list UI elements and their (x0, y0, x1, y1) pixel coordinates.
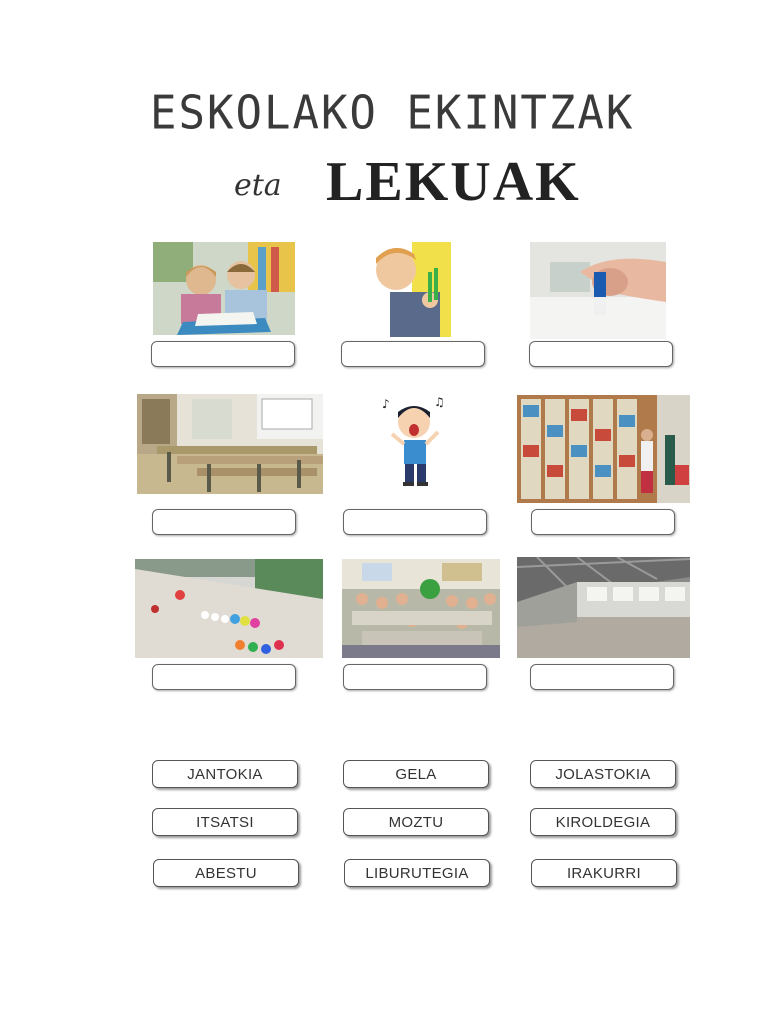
photo-library (517, 395, 690, 503)
photo-children-reading (153, 242, 295, 335)
word-irakurri[interactable]: IRAKURRI (531, 859, 677, 887)
photo-classroom (137, 394, 323, 494)
answer-field-8[interactable] (343, 664, 487, 690)
word-moztu[interactable]: MOZTU (343, 808, 489, 836)
title-connector: eta (234, 168, 282, 203)
word-liburutegia[interactable]: LIBURUTEGIA (344, 859, 490, 887)
word-jolastokia[interactable]: JOLASTOKIA (530, 760, 676, 788)
svg-text:♪: ♪ (382, 397, 390, 411)
title-line-1: ESKOLAKO EKINTZAK (150, 86, 635, 141)
title-line-2: LEKUAK (326, 151, 581, 213)
word-itsatsi[interactable]: ITSATSI (152, 808, 298, 836)
photo-playground (135, 559, 323, 658)
photo-boy-singing (380, 394, 450, 492)
answer-field-3[interactable] (529, 341, 673, 367)
answer-field-5[interactable] (343, 509, 487, 535)
answer-field-9[interactable] (530, 664, 674, 690)
word-kiroldegia[interactable]: KIROLDEGIA (530, 808, 676, 836)
word-jantokia[interactable]: JANTOKIA (152, 760, 298, 788)
answer-field-2[interactable] (341, 341, 485, 367)
answer-field-7[interactable] (152, 664, 296, 690)
photo-boy-cutting (372, 242, 451, 337)
answer-field-4[interactable] (152, 509, 296, 535)
answer-field-6[interactable] (531, 509, 675, 535)
photo-dining-hall (342, 559, 500, 658)
answer-field-1[interactable] (151, 341, 295, 367)
word-gela[interactable]: GELA (343, 760, 489, 788)
word-abestu[interactable]: ABESTU (153, 859, 299, 887)
photo-sports-hall (517, 557, 690, 658)
svg-text:♫: ♫ (434, 395, 445, 409)
photo-glue-stick (530, 242, 666, 339)
